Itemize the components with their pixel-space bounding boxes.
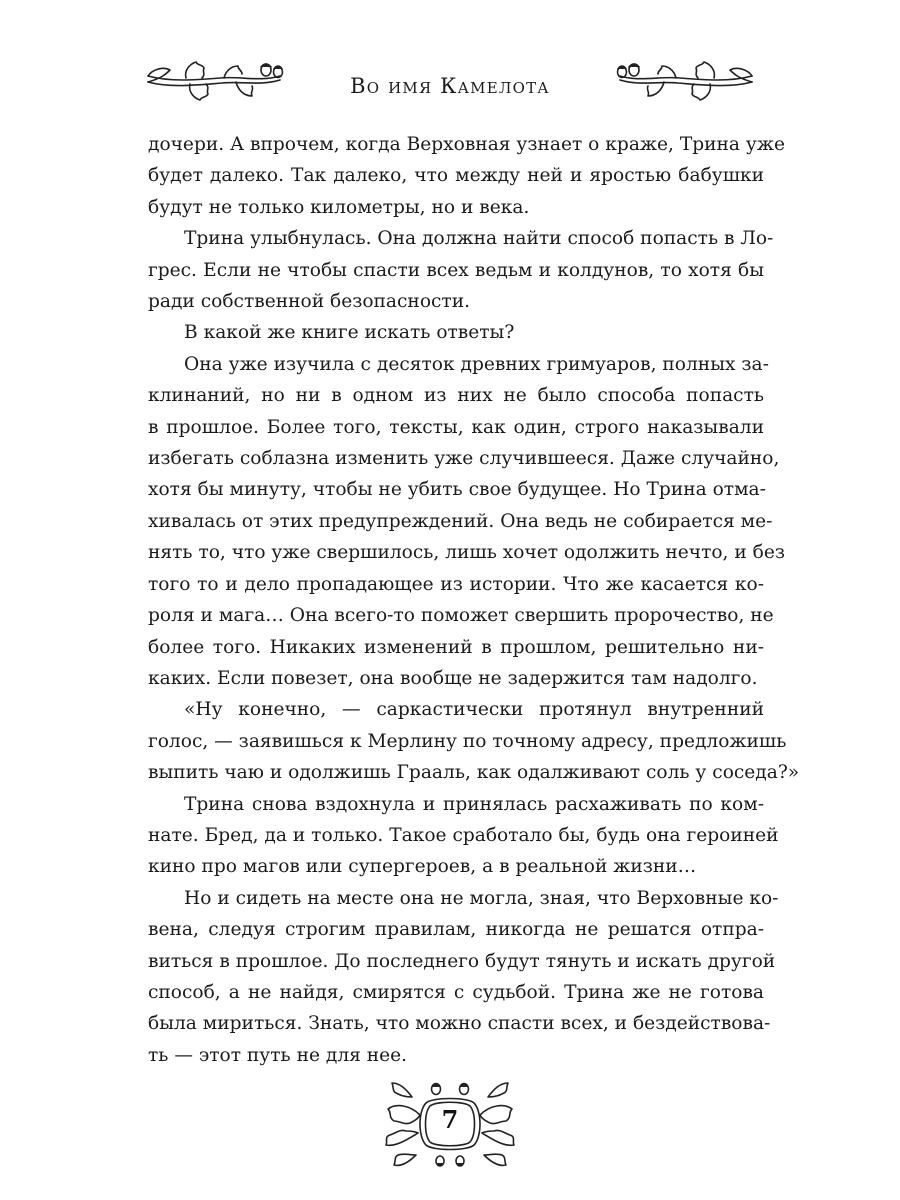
text-line: дочери. А впрочем, когда Верховная узнает о краже, Трина уже xyxy=(148,134,785,155)
text-line: В какой же книге искать ответы? xyxy=(184,322,515,344)
text-line: Она уже изучила с десяток древних гримуаров, полных за- xyxy=(184,353,769,375)
text-line: виться в прошлое. До последнего будут тянуть и искать другой xyxy=(148,950,776,972)
page-footer xyxy=(370,1075,530,1175)
page-number: 7 xyxy=(441,1105,459,1134)
text-line: избегать соблазна изменить уже случившееся. Даже случайно, xyxy=(148,448,780,470)
text-line: нять то, что уже свершилось, лишь хочет одолжить нечто, и без xyxy=(148,542,786,564)
text-line: каких. Если повезет, она вообще не задержится там надолго. xyxy=(148,667,758,689)
text-line: выпить чаю и одолжишь Грааль, как одалживают соль у соседа?» xyxy=(148,762,800,784)
body-text xyxy=(148,129,800,1071)
text-line: грес. Если не чтобы спасти всех ведьм и колдунов, то хотя бы xyxy=(148,259,764,281)
text-line: способ, а не найдя, смирятся с судьбой. Трина же не готова xyxy=(148,981,764,1003)
oak-branch-acorn-icon xyxy=(610,52,760,112)
text-line: Но и сидеть на месте она не могла, зная, что Верховные ко- xyxy=(184,887,779,909)
text-line: хотя бы минуту, чтобы не убить свое будущее. Но Трина отма- xyxy=(148,479,766,501)
text-line: будет далеко. Так далеко, что между ней и яростью бабушки xyxy=(148,165,764,187)
text-line: вена, следуя строгим правилам, никогда не решатся отпра- xyxy=(148,919,764,941)
oak-branch-acorn-icon xyxy=(140,52,290,112)
text-line: нате. Бред, да и только. Такое сработало бы, будь она героиней xyxy=(148,824,779,846)
text-line: кино про магов или супергероев, а в реальной жизни… xyxy=(148,856,697,878)
text-line: голос, — заявишься к Мерлину по точному адресу, предложишь xyxy=(148,730,787,752)
running-title: Во имя Камелота xyxy=(350,74,550,98)
text-line: в прошлое. Более того, тексты, как один, строго наказывали xyxy=(148,416,764,438)
page-header xyxy=(140,52,760,112)
text-line: ради собственной безопасности. xyxy=(148,291,471,313)
text-line: Трина снова вздохнула и принялась расхаживать по ком- xyxy=(184,793,764,815)
text-line: Трина улыбнулась. Она должна найти способ попасть в Ло- xyxy=(184,228,774,250)
text-line: того то и дело пропадающее из истории. Что же касается ко- xyxy=(148,573,764,595)
text-line: роля и мага… Она всего-то поможет свершить пророчество, не xyxy=(148,605,774,627)
text-line: была мириться. Знать, что можно спасти всех, и бездействова- xyxy=(148,1013,771,1035)
text-line: хивалась от этих предупреждений. Она ведь не собирается ме- xyxy=(148,510,773,532)
text-line: более того. Никаких изменений в прошлом, решительно ни- xyxy=(148,636,764,658)
text-line: клинаний, но ни в одном из них не было способа попасть xyxy=(148,385,764,407)
text-line: будут не только километры, но и века. xyxy=(148,196,530,218)
text-line: ть — этот путь не для нее. xyxy=(148,1044,408,1066)
text-line: «Ну конечно, — саркастически протянул внутренний xyxy=(184,699,764,721)
